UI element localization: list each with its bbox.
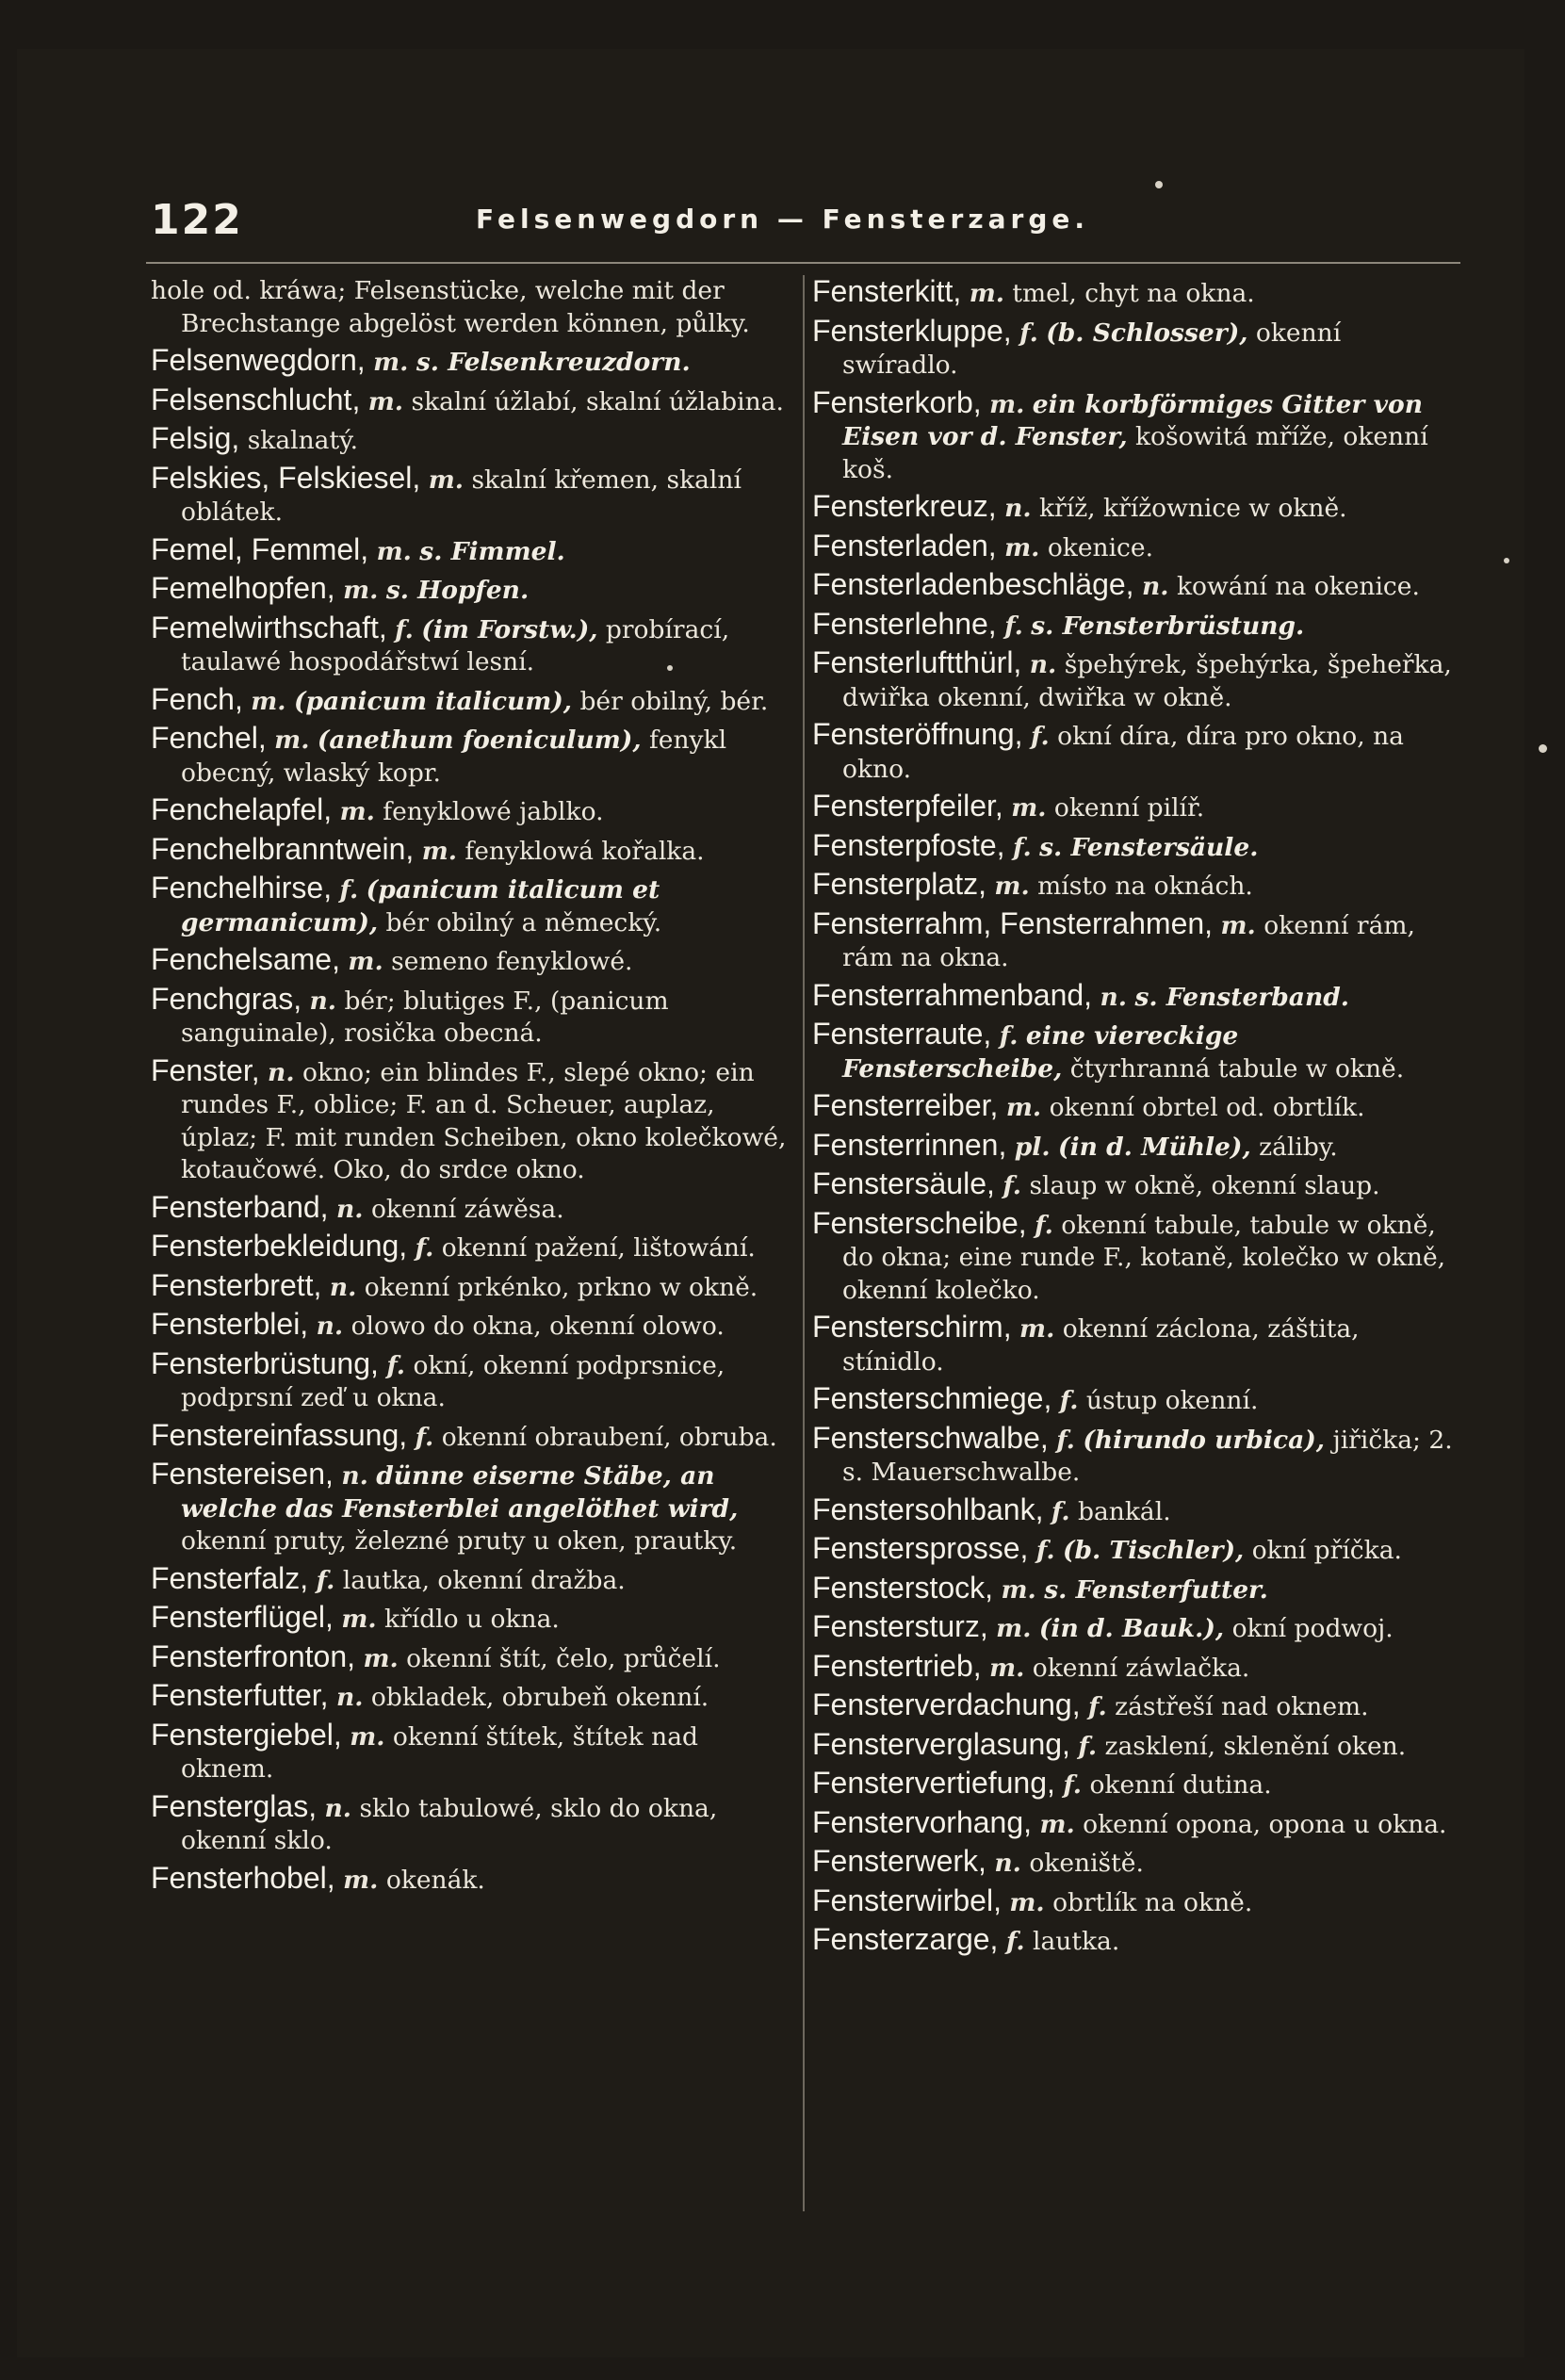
entry-headword: Fensterkitt, — [812, 274, 962, 308]
dictionary-entry — [812, 568, 1453, 604]
entry-definition: okenní rám, rám na okna. — [842, 910, 1415, 972]
entry-headword: Fenstereisen, — [151, 1457, 334, 1491]
entry-headword: Fenchelbranntwein, — [151, 831, 415, 866]
entry-definition: skalní křemen, skalní oblátek. — [181, 465, 742, 527]
dictionary-entry — [812, 1493, 1453, 1529]
entry-grammar: f. — [1051, 1496, 1070, 1526]
dictionary-entry — [151, 1640, 791, 1676]
entry-grammar: f. — [1019, 318, 1038, 348]
dictionary-entry — [812, 829, 1453, 865]
dictionary-entry — [812, 1845, 1453, 1881]
dictionary-entry — [812, 1207, 1453, 1308]
dictionary-entry — [812, 790, 1453, 825]
entry-definition: okenní záwěsa. — [370, 1194, 564, 1224]
entry-grammar: f. — [395, 614, 414, 644]
dictionary-entry — [151, 1862, 791, 1898]
entry-headword: Fensterverdachung, — [812, 1687, 1081, 1721]
entry-headword: Fensterschmiege, — [812, 1381, 1052, 1415]
entry-definition: okno; ein blindes F., slepé okno; ein rundes F., oblice; F. an d. Scheuer, auplaz, úplaz; F. mit runden Scheiben, okno kolečkowé, kotaučowé. Oko, do srdce okno. — [181, 1057, 787, 1184]
entry-headword: Fensterladenbeschläge, — [812, 567, 1134, 601]
entry-note: ein korbförmiges Gitter von Eisen vor d. Fenster, — [842, 389, 1423, 451]
entry-definition: okenní záclona, záštita, stínidlo. — [842, 1314, 1360, 1377]
entry-definition: okenní pruty, železné pruty u oken, prautky. — [181, 1526, 738, 1556]
entry-note: (panicum italicum et germanicum), — [181, 875, 660, 937]
entry-definition: okeniště. — [1029, 1849, 1144, 1878]
entry-definition: okní podwoj. — [1231, 1614, 1394, 1643]
entry-definition: olowo do okna, okenní olowo. — [350, 1312, 725, 1341]
entry-definition: fenyklowá kořalka. — [465, 836, 705, 866]
entry-grammar: f. — [999, 1021, 1019, 1051]
dictionary-entry — [151, 793, 791, 829]
entry-headword: Fensterrahmenband, — [812, 977, 1093, 1012]
entry-headword: Fensterluftthürl, — [812, 645, 1022, 679]
entry-headword: Fensterband, — [151, 1189, 329, 1224]
entry-grammar: m. — [348, 947, 383, 976]
entry-headword: Fensterflügel, — [151, 1600, 334, 1634]
entry-headword: Fensterkorb, — [812, 384, 982, 419]
entry-grammar: m. — [373, 348, 409, 377]
entry-definition: lautka, okenní dražba. — [342, 1565, 626, 1595]
entry-headword: Fenchel, — [151, 721, 267, 755]
dictionary-entry — [812, 1728, 1453, 1764]
entry-definition: lautka. — [1032, 1927, 1120, 1956]
entry-note: s. Fimmel. — [419, 536, 565, 566]
entry-grammar: n. — [1100, 982, 1127, 1012]
entry-headword: Femel, Femmel, — [151, 531, 369, 566]
entry-grammar: m. — [989, 1653, 1025, 1683]
dictionary-entry — [151, 1269, 791, 1305]
continuation-text — [151, 275, 791, 340]
entry-definition: záliby. — [1259, 1132, 1338, 1162]
dictionary-entry — [151, 983, 791, 1051]
entry-headword: Fensterschwalbe, — [812, 1420, 1049, 1455]
dictionary-entry — [812, 979, 1453, 1015]
entry-headword: Fensterhobel, — [151, 1860, 335, 1895]
entry-grammar: m. — [994, 872, 1030, 901]
right-column — [812, 275, 1453, 1963]
entry-headword: Fensterrahm, Fensterrahmen, — [812, 905, 1214, 940]
entry-grammar: m. — [421, 836, 457, 866]
entry-definition: okenní štít, čelo, průčelí. — [406, 1643, 721, 1673]
entry-headword: Fensterfutter, — [151, 1678, 329, 1712]
entry-grammar: n. — [994, 1849, 1021, 1878]
entry-definition: zasklení, sklenění oken. — [1104, 1731, 1407, 1761]
entry-note: s. Hopfen. — [385, 576, 530, 605]
entry-grammar: n. — [1142, 572, 1169, 601]
entry-grammar: f. — [339, 875, 359, 905]
entry-headword: Fensterblei, — [151, 1307, 309, 1341]
entry-definition: okenní štítek, štítek nad oknem. — [181, 1721, 698, 1784]
dictionary-entry — [151, 1679, 791, 1715]
entry-definition: semeno fenyklowé. — [391, 947, 633, 976]
entry-definition: okenák. — [385, 1865, 485, 1895]
entry-definition: okní díra, díra pro okno, na okno. — [842, 722, 1404, 784]
entry-headword: Fenstergiebel, — [151, 1717, 342, 1752]
entry-note: (in d. Mühle), — [1058, 1132, 1251, 1162]
dictionary-entry — [812, 1382, 1453, 1418]
entry-grammar: m. — [969, 279, 1004, 308]
entry-headword: Felskies, Felskiesel, — [151, 460, 421, 495]
entry-definition: bér obilný a německý. — [385, 907, 662, 937]
entry-note: s. Felsenkreuzdorn. — [416, 348, 691, 377]
dictionary-entry — [812, 1018, 1453, 1085]
entry-definition: skalnatý. — [247, 426, 359, 455]
dictionary-entry — [151, 383, 791, 419]
dictionary-entry — [151, 344, 791, 380]
left-column — [151, 275, 791, 1900]
ink-speck — [1539, 744, 1547, 753]
entry-definition: okenní obrtel od. obrtlík. — [1049, 1093, 1365, 1122]
dictionary-entry — [812, 530, 1453, 565]
entry-definition: ústup okenní. — [1085, 1386, 1259, 1415]
page-header — [141, 196, 1479, 253]
entry-note: s. Fensterbrüstung. — [1031, 611, 1305, 641]
entry-definition: obrtlík na okně. — [1052, 1887, 1253, 1917]
entry-grammar: m. — [996, 1614, 1032, 1643]
entry-note: (im Forstw.), — [421, 614, 598, 644]
entry-grammar: f. — [1059, 1386, 1079, 1415]
entry-grammar: m. — [343, 1865, 379, 1895]
entry-headword: Fenster, — [151, 1052, 260, 1087]
entry-definition: okenní tabule, tabule w okně, do okna; eine runde F., kotaně, kolečko w okně, okenní kolečko. — [842, 1210, 1446, 1305]
entry-note: (b. Tischler), — [1062, 1536, 1245, 1565]
entry-grammar: f. — [1056, 1425, 1075, 1455]
entry-definition: křídlo u okna. — [384, 1605, 560, 1634]
entry-grammar: n. — [309, 986, 337, 1016]
entry-note: (hirundo urbica), — [1083, 1425, 1326, 1455]
entry-headword: Femelwirthschaft, — [151, 610, 387, 644]
entry-definition: okenní obraubení, obruba. — [441, 1422, 777, 1452]
page-number: 122 — [151, 196, 243, 244]
entry-definition: okní příčka. — [1251, 1536, 1402, 1565]
dictionary-entry — [151, 1719, 791, 1786]
entry-note: (panicum italicum), — [293, 686, 573, 716]
entry-headword: Fensterverglasung, — [812, 1726, 1070, 1761]
dictionary-entry — [151, 1458, 791, 1558]
dictionary-entry — [812, 1089, 1453, 1125]
entry-grammar: m. — [376, 536, 412, 566]
dictionary-entry — [151, 872, 791, 939]
entry-definition: čtyrhranná tabule w okně. — [1069, 1053, 1405, 1084]
entry-headword: Fensterbrett, — [151, 1267, 322, 1302]
dictionary-entry — [812, 1884, 1453, 1920]
running-head: Felsenwegdorn — Fensterzarge. — [476, 204, 1090, 235]
ink-speck — [1155, 181, 1163, 188]
dictionary-entry — [812, 1688, 1453, 1724]
dictionary-entry — [151, 1790, 791, 1858]
entry-definition: sklo tabulowé, sklo do okna, okenní sklo. — [181, 1793, 718, 1855]
dictionary-entry — [151, 572, 791, 608]
entry-grammar: f. — [1012, 832, 1032, 862]
dictionary-entry — [812, 1650, 1453, 1686]
entry-headword: Fensterpfeiler, — [812, 789, 1003, 823]
entry-definition: bér obilný, bér. — [579, 686, 769, 716]
dictionary-entry — [151, 422, 791, 458]
entry-grammar: f. — [386, 1350, 406, 1380]
dictionary-entry — [151, 1054, 791, 1187]
entry-grammar: n. — [335, 1683, 364, 1712]
header-rule — [146, 262, 1460, 264]
entry-grammar: m. — [1005, 1093, 1042, 1122]
dictionary-entry — [151, 1191, 791, 1227]
entry-definition: fenykl obecný, wlaský kopr. — [181, 725, 727, 788]
entry-headword: Fenchelhirse, — [151, 871, 333, 905]
entry-definition: okenní pilíř. — [1053, 793, 1205, 823]
dictionary-entry — [812, 907, 1453, 975]
entry-grammar: m. — [339, 797, 375, 826]
dictionary-entry — [812, 1767, 1453, 1802]
entry-grammar: n. — [329, 1272, 357, 1302]
entry-definition: zástřeší nad oknem. — [1115, 1692, 1369, 1721]
entry-headword: Fensterkluppe, — [812, 313, 1012, 348]
entry-grammar: f. — [1004, 611, 1023, 641]
dictionary-entry — [151, 462, 791, 530]
entry-note: s. Fensterband. — [1134, 982, 1350, 1012]
entry-grammar: m. — [989, 389, 1025, 419]
entry-grammar: pl. — [1014, 1132, 1051, 1162]
entry-grammar: n. — [324, 1793, 352, 1823]
entry-grammar: f. — [415, 1422, 434, 1452]
entry-definition: bankál. — [1078, 1496, 1171, 1526]
entry-grammar: m. — [341, 1605, 377, 1634]
entry-grammar: m. — [274, 725, 310, 755]
dictionary-entry — [812, 608, 1453, 644]
dictionary-entry — [812, 1532, 1453, 1568]
entry-grammar: m. — [363, 1643, 399, 1673]
entry-headword: Fensterstock, — [812, 1570, 994, 1605]
entry-grammar: m. — [1220, 910, 1256, 940]
entry-grammar: n. — [268, 1057, 295, 1087]
entry-headword: Fensterplatz, — [812, 867, 986, 901]
dictionary-entry — [812, 490, 1453, 526]
entry-grammar: f. — [1031, 722, 1050, 751]
entry-definition: kowání na okenice. — [1176, 572, 1420, 601]
entry-headword: Fensterkreuz, — [812, 489, 997, 523]
entry-grammar: f. — [1088, 1692, 1107, 1721]
entry-grammar: n. — [1029, 650, 1057, 679]
entry-grammar: f. — [316, 1565, 335, 1595]
entry-headword: Fensterfronton, — [151, 1638, 355, 1673]
entry-grammar: m. — [1039, 1809, 1075, 1839]
dictionary-entry — [812, 1167, 1453, 1203]
entry-definition: okenní záwlačka. — [1032, 1653, 1250, 1683]
entry-definition: probírací, taulawé hospodářstwí lesní. — [181, 614, 730, 677]
entry-definition: okenní opona, opona u okna. — [1083, 1809, 1447, 1839]
entry-headword: Fenchelapfel, — [151, 792, 333, 826]
entry-headword: Fenstersohlbank, — [812, 1492, 1044, 1526]
entry-definition: špehýrek, špehýrka, špeheřka, dwiřka okenní, dwiřka w okně. — [842, 650, 1452, 712]
entry-note: (in d. Bauk.), — [1038, 1614, 1225, 1643]
entry-headword: Fenstertrieb, — [812, 1648, 982, 1683]
entry-headword: Fensterschirm, — [812, 1310, 1012, 1344]
dictionary-entry — [151, 1230, 791, 1265]
entry-headword: Fensterladen, — [812, 528, 997, 562]
entry-headword: Fensteröffnung, — [812, 717, 1023, 751]
dictionary-entry — [812, 275, 1453, 311]
entry-grammar: f. — [1063, 1770, 1083, 1800]
entry-headword: Fench, — [151, 681, 243, 716]
dictionary-entry — [812, 646, 1453, 714]
entry-headword: Fensterbrüstung, — [151, 1345, 379, 1380]
dictionary-entry — [812, 315, 1453, 383]
entry-grammar: f. — [1035, 1210, 1053, 1240]
entry-headword: Fenstersäule, — [812, 1166, 995, 1200]
entry-grammar: m. — [343, 576, 379, 605]
entry-grammar: m. — [428, 465, 464, 495]
entry-grammar: f. — [1078, 1731, 1098, 1761]
dictionary-entry — [812, 1311, 1453, 1378]
entry-headword: Fenstersprosse, — [812, 1531, 1029, 1565]
entry-headword: Felsig, — [151, 421, 240, 455]
entry-headword: Fensterwerk, — [812, 1844, 986, 1878]
column-divider — [803, 275, 805, 2211]
entry-definition: obkladek, obrubeň okenní. — [370, 1683, 709, 1712]
entry-grammar: n. — [316, 1312, 344, 1341]
entry-grammar: m. — [251, 686, 286, 716]
dictionary-entry — [151, 611, 791, 679]
entry-headword: Fenstersturz, — [812, 1609, 988, 1643]
entry-grammar: f. — [1035, 1536, 1055, 1565]
entry-definition: okenní prkénko, prkno w okně. — [364, 1272, 758, 1302]
dictionary-entry — [812, 1923, 1453, 1959]
dictionary-entry — [812, 718, 1453, 786]
entry-grammar: m. — [1011, 793, 1047, 823]
entry-definition: okenní swíradlo. — [842, 318, 1342, 380]
dictionary-entry — [151, 533, 791, 569]
entry-grammar: n. — [341, 1461, 368, 1491]
entry-headword: Fenstereinfassung, — [151, 1417, 408, 1452]
dictionary-entry — [812, 386, 1453, 487]
continuation-body: hole od. kráwa; Felsenstücke, welche mit der Brechstange abgelöst werden können, půlky. — [151, 276, 750, 338]
entry-headword: Fensterpfoste, — [812, 827, 1005, 862]
dictionary-entry — [151, 1562, 791, 1598]
entry-grammar: m. — [1009, 1887, 1045, 1917]
dictionary-entry — [812, 1422, 1453, 1490]
entry-definition: okenní dutina. — [1089, 1770, 1272, 1800]
dictionary-entry — [151, 683, 791, 719]
dictionary-entry — [151, 943, 791, 979]
entry-grammar: m. — [350, 1721, 385, 1752]
entry-grammar: f. — [1005, 1927, 1025, 1956]
dictionary-entry — [151, 1601, 791, 1637]
entry-headword: Felsenwegdorn, — [151, 343, 366, 377]
entry-note: s. Fensterfutter. — [1044, 1574, 1268, 1605]
entry-headword: Fenstervorhang, — [812, 1804, 1033, 1839]
entry-definition: místo na oknách. — [1037, 872, 1253, 901]
dictionary-entry — [812, 1129, 1453, 1165]
entry-note: dünne eiserne Stäbe, an welche das Fensterblei angelöthet wird, — [181, 1461, 739, 1524]
dictionary-entry — [812, 1610, 1453, 1646]
entry-headword: Fensterfalz, — [151, 1560, 309, 1595]
entry-headword: Fensterscheibe, — [812, 1205, 1027, 1240]
entry-grammar: f. — [1003, 1171, 1021, 1200]
entry-grammar: n. — [336, 1194, 364, 1224]
dictionary-entry — [151, 1347, 791, 1415]
entry-grammar: m. — [367, 386, 404, 416]
entry-note: (b. Schlosser), — [1046, 318, 1248, 348]
entry-headword: Fensterraute, — [812, 1017, 992, 1051]
entry-headword: Fenchelsame, — [151, 942, 340, 976]
entry-headword: Fensterbekleidung, — [151, 1229, 408, 1263]
entry-headword: Fenstervertiefung, — [812, 1766, 1055, 1800]
entry-headword: Fensterzarge, — [812, 1922, 999, 1956]
entry-grammar: m. — [1004, 532, 1040, 562]
entry-definition: skalní úžlabí, skalní úžlabina. — [411, 386, 784, 416]
dictionary-entry — [812, 1806, 1453, 1842]
entry-grammar: n. — [1004, 494, 1032, 523]
entry-headword: Fensterglas, — [151, 1788, 318, 1823]
entry-headword: Femelhopfen, — [151, 571, 335, 605]
entry-note: eine viereckige Fensterscheibe, — [842, 1021, 1239, 1084]
entry-grammar: m. — [1001, 1574, 1036, 1605]
dictionary-entry — [151, 833, 791, 869]
entry-note: (anethum foeniculum), — [317, 725, 642, 755]
entry-grammar: m. — [1019, 1314, 1055, 1344]
entry-grammar: f. — [415, 1233, 434, 1263]
entry-headword: Felsenschlucht, — [151, 382, 361, 416]
entry-definition: okenice. — [1047, 532, 1153, 562]
entry-definition: slaup w okně, okenní slaup. — [1029, 1171, 1380, 1200]
entry-headword: Fensterreiber, — [812, 1088, 999, 1122]
ink-speck — [667, 665, 673, 671]
entry-definition: okní, okenní podprsnice, podprsní zeď u okna. — [181, 1350, 725, 1412]
entry-definition: košowitá mříže, okenní koš. — [842, 422, 1428, 484]
entry-headword: Fensterrinnen, — [812, 1127, 1007, 1162]
dictionary-entry — [812, 868, 1453, 904]
entry-definition: bér; blutiges F., (panicum sanguinale), rosička obecná. — [181, 986, 669, 1048]
entry-definition: tmel, chyt na okna. — [1012, 279, 1255, 308]
entry-headword: Fensterwirbel, — [812, 1883, 1002, 1917]
dictionary-entry — [151, 1308, 791, 1344]
entry-definition: kříž, křížownice w okně. — [1039, 494, 1347, 523]
entry-headword: Fenchgras, — [151, 981, 302, 1016]
entry-definition: fenyklowé jablko. — [383, 797, 604, 826]
dictionary-entry — [151, 1419, 791, 1455]
entry-note: s. Fenstersäule. — [1039, 832, 1259, 862]
entry-definition: jiřička; 2. s. Mauerschwalbe. — [842, 1425, 1453, 1487]
dictionary-entry — [812, 1572, 1453, 1607]
entry-definition: okenní pažení, lištowání. — [441, 1233, 756, 1263]
dictionary-entry — [151, 722, 791, 790]
entry-headword: Fensterlehne, — [812, 606, 997, 641]
ink-speck — [1504, 558, 1509, 563]
